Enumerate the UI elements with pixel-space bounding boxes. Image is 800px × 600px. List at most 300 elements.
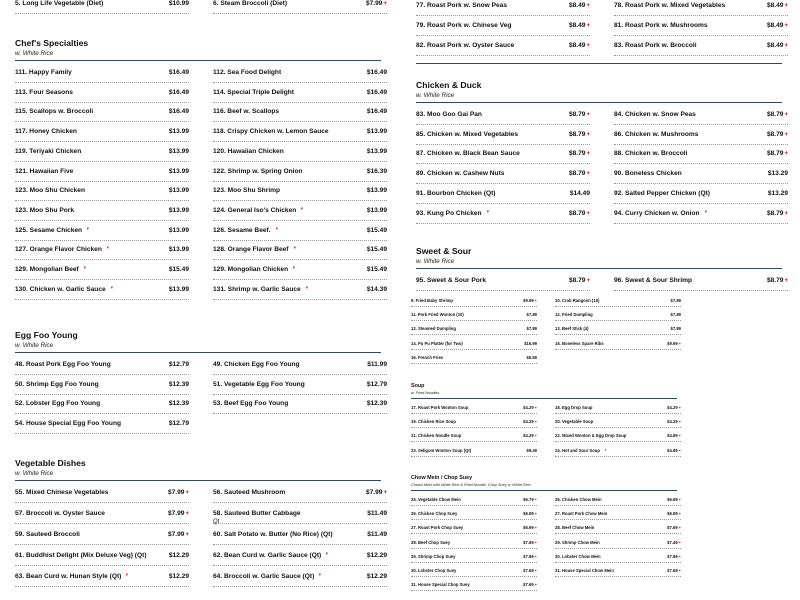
dotted-divider: [213, 279, 387, 280]
menu-item-price: [523, 525, 537, 530]
menu-item-price: [667, 448, 681, 453]
menu-item: [614, 2, 788, 22]
menu-item-price: [569, 111, 590, 118]
dotted-divider: [213, 102, 387, 103]
price-value: $8.79: [568, 150, 586, 158]
dotted-divider: [15, 565, 189, 566]
menu-item: [416, 150, 590, 170]
menu-item: [15, 69, 189, 89]
hot-pepper-icon: ❜: [326, 553, 328, 559]
section-title: Vegetable Dishes: [15, 458, 86, 468]
dotted-divider: [416, 55, 590, 56]
menu-item-price: [767, 210, 788, 217]
dotted-divider: [614, 144, 788, 145]
menu-item-name: 64. Broccoli w. Garlic Sauce (Qt): [213, 573, 315, 580]
price-value: $11.49: [367, 510, 387, 517]
price-plus-marker: +: [784, 278, 788, 284]
price-value: $4.89: [667, 433, 678, 439]
egg-foo-items: [15, 361, 387, 440]
appetizer-items: [411, 298, 681, 369]
menu-item-price: [768, 190, 788, 197]
price-value: $7.69: [523, 553, 534, 559]
price-value: $8.79: [766, 150, 784, 158]
price-value: $13.99: [168, 206, 189, 214]
section-subtitle: w. White Rice: [15, 470, 54, 477]
menu-item-name: 77. Roast Pork w. Snow Peas: [416, 2, 508, 9]
menu-item-price: [367, 187, 387, 194]
dotted-divider: [411, 363, 537, 364]
dotted-divider: [15, 374, 189, 375]
menu-item-price: [523, 497, 537, 502]
dotted-divider: [411, 548, 537, 549]
dotted-divider: [411, 576, 537, 577]
dotted-divider: [15, 200, 189, 201]
price-value: $12.29: [366, 552, 387, 559]
section-rule: [416, 268, 782, 269]
menu-item-name: 27. Roast Pork Chop Suey: [411, 525, 464, 531]
price-plus-marker: +: [586, 210, 590, 217]
price-plus-marker: +: [678, 539, 681, 545]
menu-item-name: 128. Orange Flavor Beef: [213, 246, 289, 254]
menu-item-price: [367, 168, 387, 175]
menu-item-name: 113. Four Seasons: [15, 88, 73, 96]
menu-item: [213, 148, 387, 168]
dotted-divider: [213, 200, 387, 201]
price-value: $13.99: [168, 246, 189, 254]
menu-item-price: [523, 433, 537, 438]
price-value: $12.39: [366, 400, 387, 408]
menu-item-price: [569, 170, 590, 177]
menu-item: [555, 419, 681, 433]
menu-item-price: [667, 497, 681, 502]
menu-item-name: 89. Chicken w. Cashew Nuts: [416, 170, 505, 178]
menu-item: [555, 448, 681, 462]
price-plus-marker: +: [678, 433, 681, 439]
price-value: $7.89: [526, 326, 537, 332]
price-value: $4.29: [523, 405, 534, 410]
dotted-divider: [555, 441, 681, 442]
menu-item: [411, 326, 537, 340]
price-plus-marker: +: [784, 23, 788, 29]
dotted-divider: [213, 259, 387, 260]
menu-item-name: 14. Pu Pu Platter (for Two): [411, 340, 463, 346]
menu-item-price: [169, 128, 189, 135]
price-plus-marker: +: [586, 23, 590, 29]
menu-item-price: [168, 510, 189, 517]
menu-item-name: 17. Roast Pork Wonton Soup: [411, 405, 469, 410]
dotted-divider: [614, 163, 788, 164]
price-plus-marker: +: [534, 539, 537, 545]
dotted-divider: [213, 161, 387, 162]
dotted-divider: [416, 163, 590, 164]
dotted-divider: [614, 290, 788, 291]
price-plus-marker: +: [586, 171, 590, 178]
menu-item-price: [169, 573, 189, 580]
menu-item: [411, 525, 537, 539]
menu-item-price: [169, 108, 189, 115]
chicken-duck-section: [416, 80, 788, 229]
price-value: $6.99: [667, 511, 678, 517]
price-plus-marker: +: [678, 568, 681, 573]
price-value: $16.99: [524, 340, 537, 346]
menu-item: [614, 150, 788, 170]
hot-pepper-icon: ❜: [111, 286, 113, 293]
dotted-divider: [411, 519, 537, 520]
menu-item-price: [169, 227, 189, 234]
menu-item-price: [569, 42, 590, 49]
price-value: $8.49: [766, 42, 784, 49]
price-value: $14.49: [569, 189, 590, 197]
menu-item-name: 129. Mongolian Beef: [15, 266, 79, 273]
price-value: $4.29: [523, 419, 534, 425]
menu-item-price: [768, 170, 788, 177]
menu-item: [614, 277, 788, 297]
section-title: Chef's Specialties: [15, 38, 89, 48]
menu-item-name: 28. Beef Chop Suey: [411, 539, 451, 545]
dotted-divider: [411, 306, 537, 307]
price-value: $13.99: [366, 147, 387, 155]
menu-item-price: [169, 187, 189, 194]
menu-item-price: [169, 246, 189, 253]
price-plus-marker: +: [534, 525, 537, 531]
price-plus-marker: +: [784, 151, 788, 158]
dotted-divider: [411, 349, 537, 350]
menu-item: [555, 326, 681, 340]
hot-pepper-icon: ❜: [605, 447, 607, 453]
dotted-divider: [555, 320, 681, 321]
menu-item-name: 22. Mixed Wonton & Egg Drop Soup: [555, 433, 627, 439]
menu-item: [416, 131, 590, 151]
price-plus-marker: +: [534, 582, 537, 588]
dotted-divider: [15, 13, 189, 14]
dotted-divider: [416, 290, 590, 291]
menu-item-name: 29. Shrimp Chop Suey: [411, 553, 456, 559]
price-value: $7.89: [670, 312, 681, 318]
price-value: $16.49: [168, 88, 189, 96]
price-value: $7.69: [667, 525, 678, 531]
chow-mein-section: [411, 475, 681, 596]
menu-item-price: [667, 554, 681, 559]
dotted-divider: [411, 413, 537, 414]
menu-item: [15, 266, 189, 286]
menu-item: [555, 298, 681, 312]
price-value: $16.49: [366, 108, 387, 116]
price-value: $7.99: [167, 531, 185, 538]
price-plus-marker: +: [784, 131, 788, 138]
price-value: $16.49: [366, 69, 387, 76]
dotted-divider: [15, 82, 189, 83]
menu-item-name: 9. Fried Baby Shrimp: [411, 298, 453, 303]
menu-item-name: 96. Sweet & Sour Shrimp: [614, 277, 693, 284]
menu-item-price: [523, 554, 537, 559]
menu-item: [213, 552, 387, 572]
dotted-divider: [15, 181, 189, 182]
price-plus-marker: +: [383, 490, 387, 496]
menu-item-name: 31. House Special Chop Suey: [411, 582, 470, 588]
menu-item-price: [367, 227, 387, 234]
dotted-divider: [614, 223, 788, 224]
menu-item: [213, 361, 387, 381]
menu-item-price: [367, 69, 387, 76]
menu-item-price: [367, 400, 387, 407]
menu-item-price: [569, 150, 590, 157]
hot-pepper-icon: ❜: [293, 267, 295, 273]
price-plus-marker: +: [383, 1, 387, 7]
price-value: $8.79: [766, 277, 784, 284]
price-value: $7.89: [670, 326, 681, 332]
dotted-divider: [411, 590, 537, 591]
price-value: $13.99: [168, 226, 189, 234]
menu-item-name: 82. Roast Pork w. Oyster Sauce: [416, 42, 515, 49]
dotted-divider: [15, 413, 189, 414]
price-plus-marker: +: [185, 511, 189, 517]
hot-pepper-icon: ❜: [306, 286, 308, 293]
dotted-divider: [15, 141, 189, 142]
price-plus-marker: +: [586, 278, 590, 284]
price-value: $7.69: [667, 568, 678, 573]
dotted-divider: [411, 456, 537, 457]
price-plus-marker: +: [784, 210, 788, 217]
dotted-divider: [213, 82, 387, 83]
price-value: $16.49: [168, 69, 189, 76]
dotted-divider: [213, 181, 387, 182]
menu-item: [555, 511, 681, 525]
menu-item-price: [767, 277, 788, 284]
price-value: $15.49: [168, 266, 189, 273]
menu-item: [15, 381, 189, 401]
menu-item-name: 20. Vegetable Soup: [555, 419, 594, 425]
menu-item-price: [366, 0, 387, 7]
menu-item-price: [667, 540, 681, 545]
menu-item-name: 115. Scallops w. Broccoli: [15, 108, 94, 116]
menu-item: [213, 266, 387, 286]
menu-item-name: 126. Sesame Beef.: [213, 226, 271, 234]
menu-item-name: 81. Roast Pork w. Mushrooms: [614, 22, 708, 29]
menu-item-price: [366, 489, 387, 496]
dotted-divider: [15, 299, 189, 300]
menu-item: [555, 525, 681, 539]
menu-item-price: [569, 2, 590, 9]
menu-item: [213, 168, 387, 188]
dotted-divider: [213, 299, 387, 300]
menu-item-price: [527, 448, 537, 453]
menu-item: [416, 277, 590, 297]
menu-item: [213, 573, 387, 593]
menu-item: [15, 531, 189, 551]
price-value: $12.39: [168, 400, 189, 408]
price-value: $13.99: [366, 187, 387, 195]
menu-item-price: [367, 89, 387, 96]
dotted-divider: [213, 565, 387, 566]
menu-item-price: [169, 381, 189, 388]
menu-item: [15, 489, 189, 509]
price-value: $8.49: [568, 42, 586, 49]
menu-item: [213, 0, 387, 20]
menu-item-name: 26. Chicken Chop Suey: [411, 511, 458, 517]
hot-pepper-icon: ❜: [319, 574, 321, 580]
menu-item-price: [671, 326, 681, 331]
menu-item-price: [523, 511, 537, 516]
price-value: $12.29: [168, 552, 189, 559]
menu-item-name: 117. Honey Chicken: [15, 128, 77, 136]
soup-items: [411, 405, 681, 462]
menu-item: [614, 170, 788, 190]
menu-item-name: 111. Happy Family: [15, 69, 72, 76]
menu-item-name: 120. Hawaiian Chicken: [213, 147, 284, 155]
menu-item-name: 10. Crab Rangoon (10): [555, 298, 600, 303]
price-value: $13.99: [168, 167, 189, 175]
dotted-divider: [15, 121, 189, 122]
menu-item-name: 16. French Fries: [411, 354, 444, 360]
menu-item: [213, 128, 387, 148]
menu-item-price: [569, 22, 590, 29]
dotted-divider: [555, 519, 681, 520]
menu-item-name: 15. Boneless Spare Ribs: [555, 340, 604, 346]
hot-pepper-icon: ❜: [84, 267, 86, 273]
price-plus-marker: +: [678, 405, 681, 410]
menu-item-name: 28. Beef Chow Mein: [555, 525, 595, 531]
menu-item-name: 12. Steamed Dumpling: [411, 326, 456, 332]
chefs-items: [15, 69, 387, 305]
hot-pepper-icon: ❜: [107, 247, 109, 254]
dotted-divider: [213, 220, 387, 221]
menu-item: [411, 540, 537, 554]
menu-item-price: [570, 190, 590, 197]
dotted-divider: [416, 35, 590, 36]
menu-item-price: [169, 286, 189, 293]
menu-item-name: 54. House Special Egg Foo Young: [15, 420, 122, 428]
menu-item: [15, 361, 189, 381]
menu-item-price: [169, 420, 189, 427]
price-value: $16.49: [366, 88, 387, 96]
price-value: $8.79: [568, 130, 586, 138]
menu-item-price: [523, 405, 537, 410]
section-title: Soup: [411, 383, 425, 389]
price-plus-marker: +: [185, 532, 189, 538]
price-value: $8.79: [766, 111, 784, 118]
price-value: $8.79: [766, 209, 784, 217]
dotted-divider: [416, 203, 590, 204]
menu-item: [213, 108, 387, 128]
menu-item-name: 114. Special Triple Delight: [213, 88, 294, 96]
menu-item: [614, 190, 788, 210]
menu-item: [411, 312, 537, 326]
left-top-items: [15, 0, 387, 20]
menu-item-name: 94. Curry Chicken w. Onion: [614, 209, 700, 217]
menu-item-price: [523, 540, 537, 545]
price-value: $5.59: [526, 354, 537, 360]
menu-item-name: 30. Lobster Chop Suey: [411, 568, 457, 573]
menu-item-name: 50. Shrimp Egg Foo Young: [15, 380, 99, 388]
menu-item-price: [667, 433, 681, 438]
menu-item-price: [169, 69, 189, 76]
menu-item: [411, 497, 537, 511]
price-plus-marker: +: [586, 131, 590, 138]
menu-item-price: [527, 312, 537, 317]
menu-item-name: 48. Roast Pork Egg Foo Young: [15, 361, 111, 368]
menu-item: [614, 42, 788, 62]
menu-item-price: [767, 22, 788, 29]
section-rule: [411, 398, 677, 399]
menu-item-price: [367, 128, 387, 135]
menu-item-name: 23. Seligum Wonton Soup (Qt): [411, 447, 472, 453]
price-value: $12.29: [168, 573, 189, 580]
menu-item: [555, 433, 681, 447]
price-value: $13.99: [168, 147, 189, 155]
menu-item: [213, 286, 387, 306]
dotted-divider: [15, 586, 189, 587]
dotted-divider: [555, 306, 681, 307]
menu-item-name: 57. Broccoli w. Oyster Sauce: [15, 510, 105, 517]
menu-item: [15, 89, 189, 109]
menu-item-name: 92. Salted Pepper Chicken (Qt): [614, 189, 711, 197]
menu-item-name: 63. Bean Curd w. Hunan Style (Qt): [15, 573, 122, 580]
menu-item-price: [671, 312, 681, 317]
price-plus-marker: +: [534, 433, 537, 439]
price-value: $8.49: [568, 2, 586, 9]
hot-pepper-icon: ❜: [276, 227, 278, 234]
hot-pepper-icon: ❜: [126, 574, 128, 580]
menu-item-name: 58. Sauteed Butter Cabbage: [213, 510, 301, 517]
price-value: $4.29: [667, 419, 678, 425]
menu-item: [15, 0, 189, 20]
menu-item: [15, 187, 189, 207]
hot-pepper-icon: ❜: [705, 210, 707, 217]
menu-item-name: 27. Roast Pork Chow Mein: [555, 511, 608, 517]
dotted-divider: [213, 586, 387, 587]
menu-item: [411, 554, 537, 568]
price-value: $9.49: [526, 447, 537, 453]
menu-item: [15, 148, 189, 168]
price-value: $15.49: [366, 246, 387, 254]
dotted-divider: [614, 55, 788, 56]
menu-item-name: 118. Crispy Chicken w. Lemon Sauce: [213, 128, 329, 136]
menu-item-price: [527, 326, 537, 331]
menu-item-name: 83. Moo Goo Gai Pan: [416, 111, 482, 118]
price-value: $8.49: [766, 2, 784, 9]
section-rule: [15, 60, 381, 61]
section-subtitle: w. White Rice: [416, 258, 455, 265]
menu-item-price: [169, 89, 189, 96]
menu-item-name: 123. Moo Shu Shrimp: [213, 187, 281, 195]
price-value: $8.79: [568, 111, 586, 118]
menu-item: [15, 227, 189, 247]
section-title: Chow Mein / Chop Suey: [411, 475, 473, 481]
menu-item-name: 91. Bourbon Chicken (Qt): [416, 189, 496, 197]
menu-item: [15, 168, 189, 188]
menu-item-price: [168, 489, 189, 496]
menu-item-name: 84. Chicken w. Snow Peas: [614, 111, 696, 118]
price-value: $7.69: [523, 568, 534, 573]
sweet-sour-section: [416, 246, 788, 297]
menu-item-name: 127. Orange Flavor Chicken: [15, 246, 102, 254]
menu-item-name: 30. Lobster Chow Mein: [555, 553, 601, 559]
hot-pepper-icon: ❜: [487, 210, 489, 217]
menu-item: [416, 190, 590, 210]
menu-item-price: [367, 510, 387, 517]
price-value: $7.69: [523, 539, 534, 545]
price-value: $7.99: [365, 489, 383, 496]
price-value: $6.99: [523, 525, 534, 531]
price-plus-marker: +: [586, 151, 590, 158]
price-value: $11.49: [367, 531, 387, 538]
price-plus-marker: +: [678, 511, 681, 517]
menu-item: [411, 341, 537, 355]
menu-item-name: 31. House Special Chow Mein: [555, 568, 614, 573]
menu-item: [416, 22, 590, 42]
price-value: $12.79: [366, 380, 387, 388]
menu-item-name: 21. Chicken Noodle Soup: [411, 433, 462, 439]
